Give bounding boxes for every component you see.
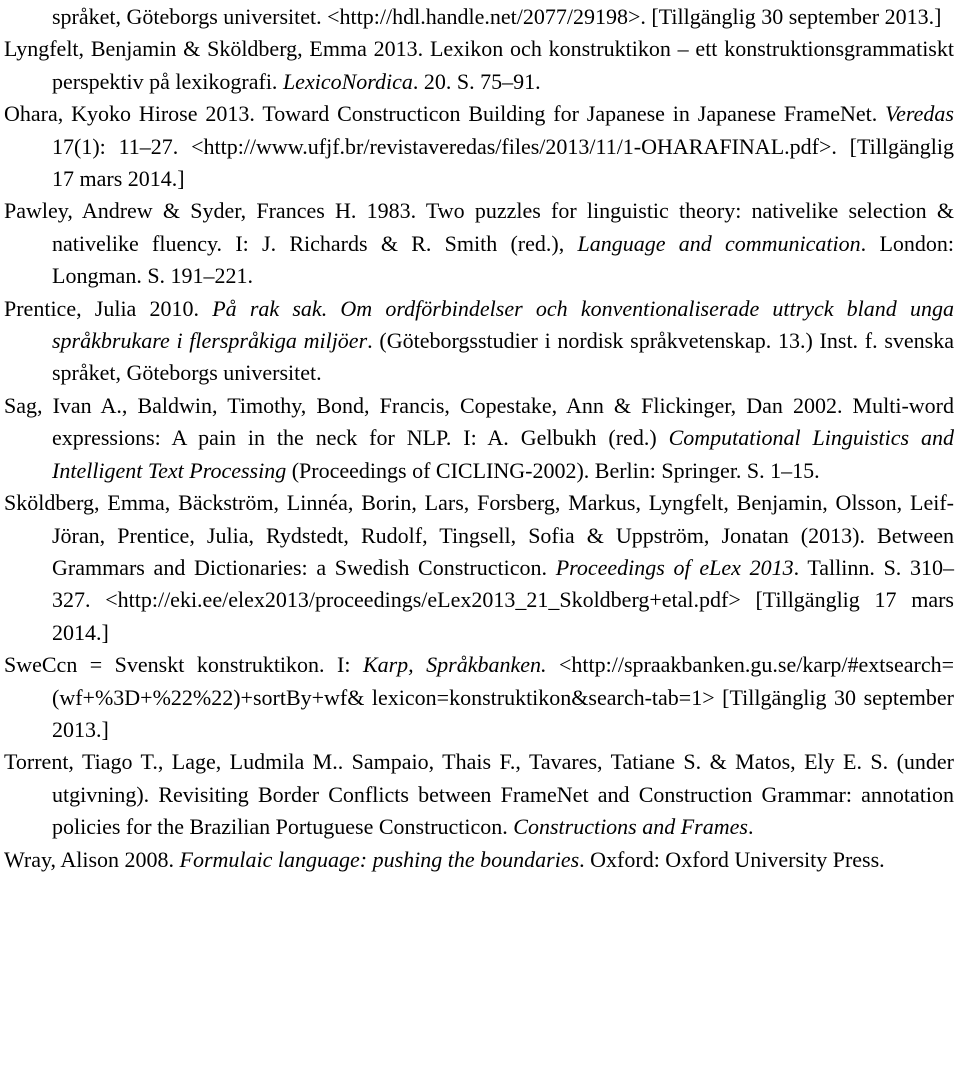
reference-title-italic: Computational Linguistics and Intelligent Text Processing <box>52 425 955 483</box>
reference-entry-ohara <box>4 98 954 195</box>
reference-text: (Proceedings of CICLING-2002). Berlin: Springer. S. 1–15. <box>286 457 820 483</box>
reference-text: 17(1): 11–27. <http://www.ufjf.br/revistaveredas/files/2013/11/1-OHARAFINAL.pdf>. [Tillgänglig 17 mars 2014.] <box>52 133 954 192</box>
reference-text: . Tallinn. S. 310–327. <http://eki.ee/elex2013/proceedings/eLex2013_21_Skoldberg+etal.pdf> [Tillgänglig 17 mars 2014.] <box>52 554 955 645</box>
reference-entry-torrent <box>4 746 954 843</box>
reference-text: Sag, Ivan A., Baldwin, Timothy, Bond, Francis, Copestake, Ann & Flickinger, Dan 2002. Multi-word expressions: A pain in the neck for NLP. I: A. Gelbukh (red.) <box>4 392 954 451</box>
reference-entry-pawley <box>4 195 954 292</box>
reference-text: . (Göteborgsstudier i nordisk språkvetenskap. 13.) Inst. f. svenska språket, Göteborgs universitet. <box>52 328 954 386</box>
reference-text: . Oxford: Oxford University Press. <box>579 846 885 872</box>
reference-entry-skoldberg <box>4 487 954 649</box>
reference-text: Lyngfelt, Benjamin & Sköldberg, Emma 2013. Lexikon och konstruktikon – ett konstruktionsgrammatiskt perspektiv på lexikografi. <box>4 36 954 94</box>
reference-title-italic: Proceedings of eLex 2013 <box>555 554 794 580</box>
reference-entry-sag <box>4 390 954 487</box>
reference-text: SweCcn = Svenskt konstruktikon. I: <box>4 652 363 678</box>
reference-text: . 20. S. 75–91. <box>412 68 541 94</box>
reference-text: Prentice, Julia 2010. <box>4 295 213 321</box>
reference-text: språket, Göteborgs universitet. <http://hdl.handle.net/2077/29198>. [Tillgänglig 30 september 2013.] <box>52 4 942 29</box>
reference-text: Ohara, Kyoko Hirose 2013. Toward Constructicon Building for Japanese in Japanese FrameNet. <box>4 101 886 127</box>
reference-text: Sköldberg, Emma, Bäckström, Linnéa, Borin, Lars, Forsberg, Markus, Lyngfelt, Benjamin, Olsson, Leif-Jöran, Prentice, Julia, Rydstedt, Rudolf, Tingsell, Sofia & Uppström, Jonatan (2013). Between Grammars and Dictionaries: a Swedish Constructicon. <box>4 490 954 580</box>
reference-title-italic: LexicoNordica <box>282 68 413 94</box>
reference-text: Wray, Alison 2008. <box>4 846 180 872</box>
reference-title-italic: Formulaic language: pushing the boundaries <box>179 846 580 872</box>
reference-title-italic: Language and communication <box>577 230 861 256</box>
reference-entry-cont <box>4 1 954 33</box>
reference-text: . <box>747 814 754 840</box>
reference-text: <http://spraakbanken.gu.se/karp/#extsearch=(wf+%3D+%22%22)+sortBy+wf& lexicon=konstruktikon&search-tab=1> [Tillgänglig 30 september 2013.] <box>52 652 954 742</box>
reference-entry-wray <box>4 844 954 876</box>
reference-text: Torrent, Tiago T., Lage, Ludmila M.. Sampaio, Thais F., Tavares, Tatiane S. & Matos, Ely E. S. (under utgivning). Revisiting Border Conflicts between FrameNet and Construction Grammar: annotation policies for the Brazilian Portuguese Constructicon. <box>4 749 954 840</box>
reference-list <box>4 1 954 876</box>
reference-text: . London: Longman. S. 191–221. <box>52 230 954 289</box>
reference-title-italic: Constructions and Frames <box>513 814 748 840</box>
reference-title-italic: Veredas <box>885 101 954 127</box>
reference-entry-swecxn <box>4 649 954 746</box>
reference-title-italic: Karp, Språkbanken. <box>362 652 547 678</box>
reference-entry-prentice <box>4 293 954 390</box>
reference-text: Pawley, Andrew & Syder, Frances H. 1983. Two puzzles for linguistic theory: nativelike selection & nativelike fluency. I: J. Richards & R. Smith (red.), <box>4 198 954 256</box>
reference-title-italic: På rak sak. Om ordförbindelser och konventionaliserade uttryck bland unga språkbrukare i flerspråkiga miljöer <box>52 295 954 354</box>
reference-entry-lyngfelt <box>4 33 954 98</box>
